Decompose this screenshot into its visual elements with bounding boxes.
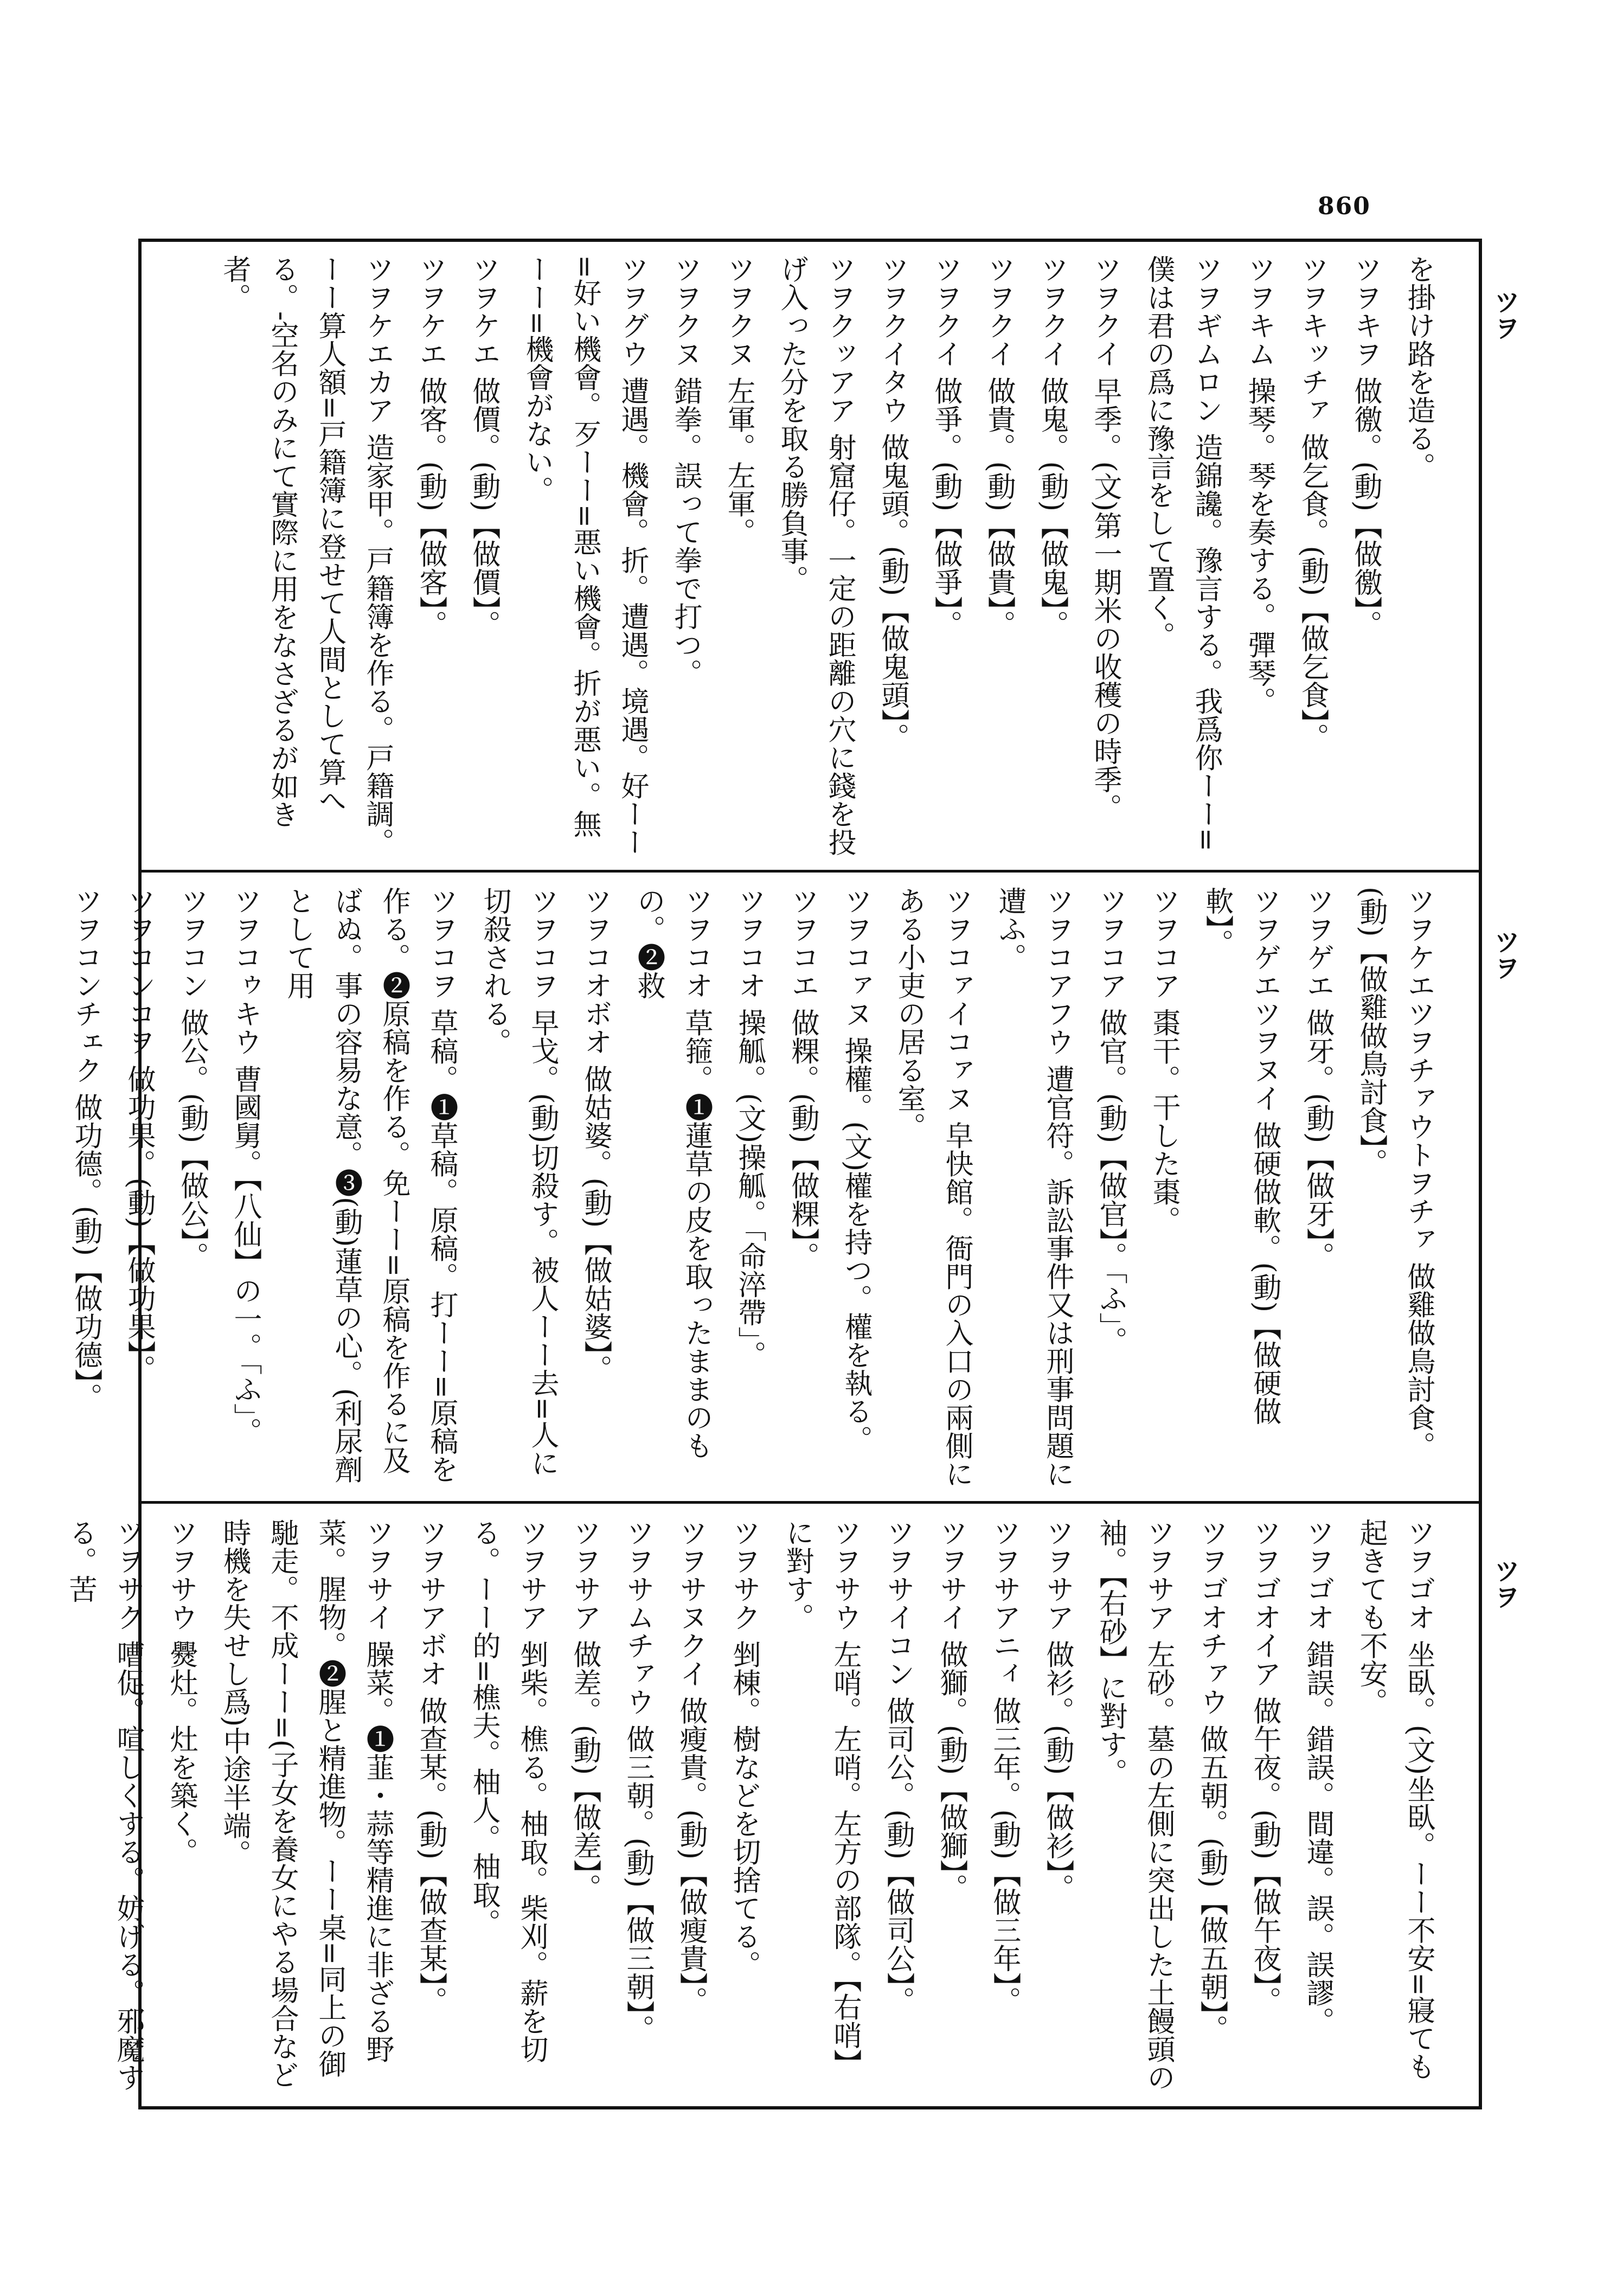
dictionary-entry: ツヲサイ 臊菜。❶韮・蒜等精進に非ざる野菜。腥物。❷腥と精進物。ーー桌=同上の御馳走。不成ーー=(子女を養女にやる場合など時機を失せし爲)中途半端。 xyxy=(218,1518,394,2089)
dictionary-entry: ツヲサウ 㸑灶。灶を築く。 xyxy=(165,1518,197,1866)
dictionary-entry: ツヲクイタウ 做鬼頭。(動)【做鬼頭】。 xyxy=(876,255,909,752)
dictionary-entry: ツヲクイ 做爭。(動)【做爭】。 xyxy=(929,255,962,639)
dictionary-entry: ツヲサイ 做獅。(動)【做獅】。 xyxy=(935,1518,967,1902)
dictionary-entry: ツヲコエ 做粿。(動)【做粿】。 xyxy=(786,887,819,1271)
dictionary-entry: ツヲコオ 草箍。❶蓮草の皮を取ったままのもの。❷救 xyxy=(632,887,713,1460)
dictionary-entry: ツヲコヲ 早戈。(動)切殺す。被人ーー去=人に切殺される。 xyxy=(478,887,559,1477)
dictionary-entry: ツヲケエ 做價。(動)【做價】。 xyxy=(467,255,500,639)
dictionary-entry: ツヲサア 左砂。墓の左側に突出した土饅頭の袖。【右砂】に對す。 xyxy=(1094,1518,1175,2092)
dictionary-entry: ツヲキヲ 做徼。(動)【做徼】。 xyxy=(1349,255,1382,639)
dictionary-entry: ツヲサア 做衫。(動)【做衫】。 xyxy=(1041,1518,1074,1902)
dictionary-entry: ツヲゲエツヲヌイ 做硬做軟。(動)【做硬做軟】。 xyxy=(1201,887,1281,1426)
tier-middle xyxy=(69,887,1442,1491)
dictionary-entry: ツヲゲエ 做牙。(動)【做牙】。 xyxy=(1301,887,1334,1271)
dictionary-entry: ツヲクイ 早季。(文)第一期米の收穫の時季。 xyxy=(1089,255,1121,822)
dictionary-entry: ツヲクイ 做貴。(動)【做貴】。 xyxy=(983,255,1015,639)
dictionary-entry: ツヲコヲ 草稿。❶草稿。原稿。打ーー=原稿を作る。❷原稿を作る。免ーー=原稿を作るに及ばぬ。事の容易な意。❸(動)蓮草の心。(利尿劑として用 xyxy=(282,887,458,1484)
tier-top xyxy=(152,255,1442,862)
tier-divider-2 xyxy=(138,1501,1482,1504)
header-kana-2: ツヲ xyxy=(1490,928,1520,980)
dictionary-entry: ツヲサアニィ 做三年。(動)【做三年】。 xyxy=(988,1518,1021,2015)
dictionary-entry: ツヲクッアア 射窟仔。一定の距離の穴に錢を投げ入った分を取る勝負事。 xyxy=(775,255,856,856)
dictionary-entry: ツヲコン 做公。(動)【做公】。 xyxy=(176,887,208,1271)
dictionary-entry: ツヲコァイコァヌ 皁快館。衙門の入口の兩側にある小吏の居る室。 xyxy=(893,887,973,1488)
dictionary-entry: ツヲコオボオ 做姑婆。(動)【做姑婆】。 xyxy=(579,887,612,1383)
dictionary-entry: ツヲサヌクイ 做瘦貴。(動)【做瘦貴】。 xyxy=(675,1518,707,2015)
dictionary-entry: ツヲサムチァウ 做三朝。(動)【做三朝】。 xyxy=(621,1518,654,2043)
header-kana-1: ツヲ xyxy=(1490,288,1520,341)
dictionary-entry: ツヲクヌ 錯拳。誤って拳で打つ。 xyxy=(669,255,702,687)
dictionary-entry: ツヲキム 操琴。琴を奏する。彈琴。 xyxy=(1243,255,1275,715)
dictionary-entry: ツヲサア 剉柴。樵る。柚取。柴刈。薪を切る。ーー的=樵夫。柚人。柚取。 xyxy=(467,1518,548,2063)
dictionary-entry: ツヲゴオ 錯誤。錯誤。間違。誤。誤謬。 xyxy=(1301,1518,1334,2035)
tier-divider-1 xyxy=(138,870,1482,873)
dictionary-entry: ツヲサアボオ 做查某。(動)【做查某】。 xyxy=(414,1518,447,2015)
dictionary-entry: ツヲケエツヲチァウトヲチァ 做雞做鳥討食。(動)【做雞做鳥討食】。 xyxy=(1355,887,1435,1460)
dictionary-entry: を掛け路を造る。 xyxy=(1402,255,1435,480)
dictionary-entry: ツヲコゥキウ 曹國舅。【八仙】の一。「ふ」。 xyxy=(229,887,261,1446)
dictionary-entry: ツヲギムロン 造錦讒。豫言する。我爲你ーー=僕は君の爲に豫言をして置く。 xyxy=(1142,255,1222,852)
dictionary-entry: ツヲコンコヲ 做功果。(動)【做功果】。 xyxy=(123,887,155,1383)
dictionary-entry: ツヲケエカア 造家甲。戸籍簿を作る。戸籍調。ーー算人額=戸籍簿に登せて人間として算へる。-空名のみにて實際に用をなさざるが如き者。 xyxy=(218,255,394,856)
dictionary-entry: ツヲコア 做官。(動)【做官】。「ふ」。 xyxy=(1094,887,1127,1355)
dictionary-entry: ツヲコァヌ 操權。(文)權を持つ。權を執る。 xyxy=(839,887,872,1454)
dictionary-entry: ツヲゴオチァウ 做五朝。(動)【做五朝】。 xyxy=(1195,1518,1228,2043)
tier-bottom xyxy=(64,1518,1442,2101)
dictionary-entry: ツヲサア 做差。(動)【做差】。 xyxy=(568,1518,601,1902)
dictionary-entry: ツヲコアフウ 遭官符。訴訟事件又は刑事問題に遭ふ。 xyxy=(993,887,1074,1488)
dictionary-entry: ツヲクヌ 左軍。左軍。 xyxy=(722,255,755,546)
dictionary-entry: ツヲクイ 做鬼。(動)【做鬼】。 xyxy=(1036,255,1068,639)
dictionary-entry: ツヲサウ 左哨。左哨。左方の部隊。【右哨】に對す。 xyxy=(781,1518,861,2077)
dictionary-entry: ツヲサイコン 做司公。(動)【做司公】。 xyxy=(882,1518,914,2015)
dictionary-entry: ツヲコオ 操觚。(文)操觚。「命淬帶」。 xyxy=(733,887,766,1369)
dictionary-entry: ツヲコア 棗干。干した棗。 xyxy=(1147,887,1180,1234)
dictionary-entry: ツヲキッチァ 做乞食。(動)【做乞食】。 xyxy=(1296,255,1329,752)
dictionary-entry: ツヲケエ 做客。(動)【做客】。 xyxy=(414,255,447,639)
header-kana-3: ツヲ xyxy=(1490,1557,1520,1609)
dictionary-entry: ツヲコンチェク 做功德。(動)【做功德】。 xyxy=(69,887,102,1412)
dictionary-entry: ツヲゴオイア 做午夜。(動)【做午夜】。 xyxy=(1248,1518,1281,2015)
dictionary-entry: ツヲゴオ 坐臥。(文)坐臥。ーー不安=寢ても起きても不安。 xyxy=(1355,1518,1435,2081)
dictionary-entry: ツヲサク 嘈促。喧しくする。妨げる。邪魔する。苦 xyxy=(64,1518,144,2092)
dictionary-entry: ツヲグウ 遭遇。機會。折。遭遇。境遇。好ーー=好い機會。歹ーー=悪い機會。折が悪い。無ーー=機會がない。 xyxy=(521,255,649,856)
page-number: 860 xyxy=(1318,193,1371,220)
dictionary-entry: ツヲサク 剉棟。樹などを切捨てる。 xyxy=(728,1518,760,1979)
